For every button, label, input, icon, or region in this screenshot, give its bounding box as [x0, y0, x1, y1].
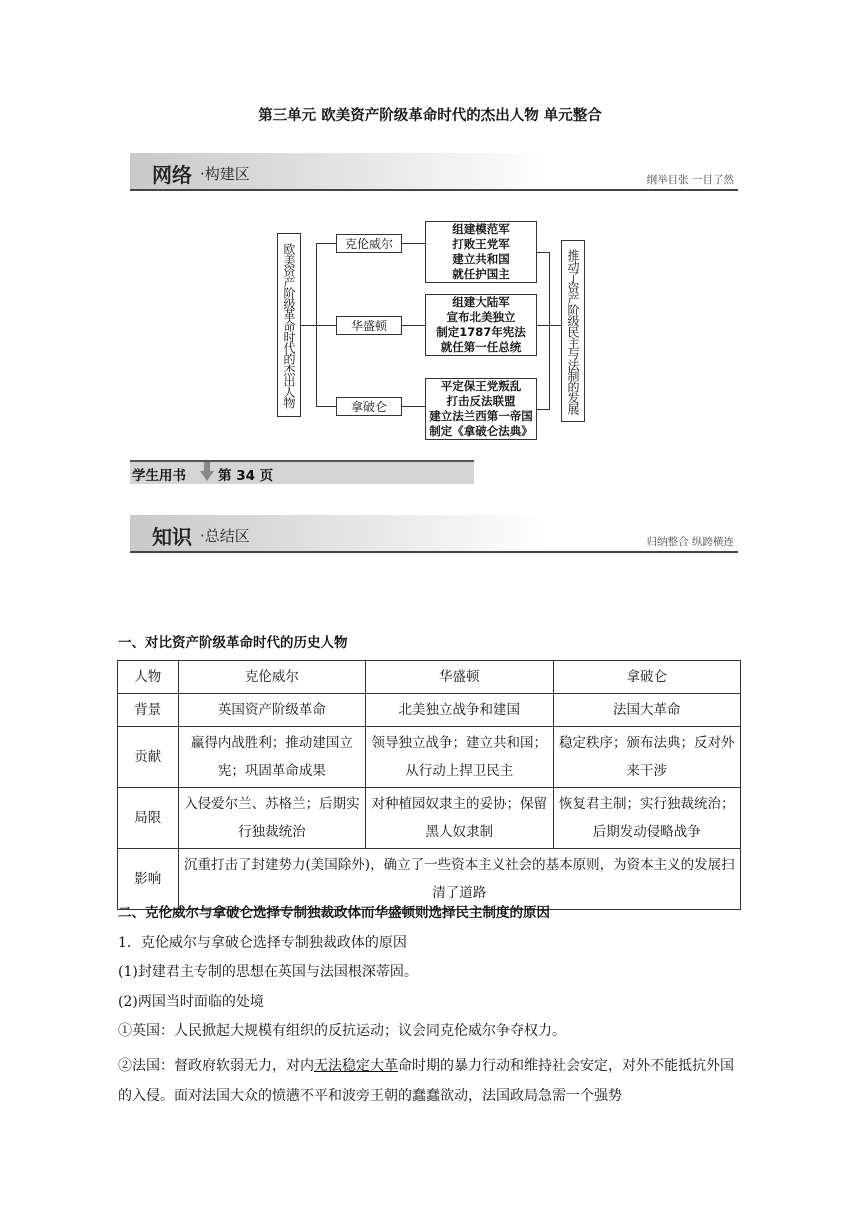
table-cell: 拿破仑 [553, 661, 740, 694]
deeds-box [425, 378, 537, 440]
table-header-row [118, 661, 741, 694]
person-box: 拿破仑 [336, 397, 402, 416]
band-title: 网络 [152, 163, 192, 187]
deed-line: 组建模范军 [452, 222, 510, 236]
table-cell: 法国大革命 [553, 694, 740, 727]
band-motto: 归纳整合 纵跨横连 [646, 536, 734, 548]
deed-line: 打败王党军 [452, 237, 510, 251]
row-label: 背景 [118, 694, 179, 727]
table-cell: 赢得内战胜利；推动建国立宪；巩固革命成果 [178, 727, 365, 788]
sub-heading: 1．克伦威尔与拿破仑选择专制独裁政体的原因 [118, 935, 407, 951]
student-book-bar [130, 460, 474, 484]
table-row [118, 849, 741, 910]
person-box: 克伦威尔 [336, 234, 402, 253]
row-label: 局限 [118, 788, 179, 849]
deed-line: 就任护国主 [452, 267, 510, 281]
deed-line: 打击反法联盟 [446, 394, 516, 408]
band-subtitle: ·总结区 [200, 527, 250, 545]
table-cell: 华盛顿 [366, 661, 553, 694]
band-title: 知识 [152, 525, 192, 549]
deed-line: 组建大陆军 [452, 295, 510, 309]
deed-line: 就任第一任总统 [440, 340, 522, 354]
diagram-right-label: 推动了资产阶级民主与法制的发展 [561, 240, 585, 422]
table-cell: 对种植园奴隶主的妥协；保留黑人奴隶制 [366, 788, 553, 849]
table-row [118, 788, 741, 849]
paragraph: (2)两国当时面临的处境 [118, 994, 264, 1010]
table-cell: 北美独立战争和建国 [366, 694, 553, 727]
table-cell: 人物 [118, 661, 179, 694]
table-cell: 领导独立战争；建立共和国；从行动上捍卫民主 [366, 727, 553, 788]
person-box: 华盛顿 [336, 316, 402, 335]
deed-line: 制定《拿破仑法典》 [429, 424, 533, 438]
band-motto: 纲举目张 一目了然 [646, 174, 734, 186]
table-cell: 稳定秩序；颁布法典；反对外来干涉 [553, 727, 740, 788]
deed-line: 建立共和国 [452, 252, 510, 266]
deed-line: 宣布北美独立 [446, 310, 516, 324]
table-cell: 恢复君主制；实行独裁统治；后期发动侵略战争 [553, 788, 740, 849]
section-heading: 一、对比资产阶级革命时代的历史人物 [118, 635, 348, 651]
paragraph: (1)封建君主专制的思想在英国与法国根深蒂固。 [118, 964, 418, 980]
table-cell: 英国资产阶级革命 [178, 694, 365, 727]
row-label: 影响 [118, 849, 179, 910]
student-book-label: 学生用书 [132, 468, 186, 484]
table-cell: 克伦威尔 [178, 661, 365, 694]
underlined-text: 无法稳定大革 [314, 1058, 398, 1074]
paragraph: ①英国：人民掀起大规模有组织的反抗运动；议会同克伦威尔争夺权力。 [118, 1023, 566, 1039]
concept-diagram [0, 0, 860, 450]
deed-line: 平定保王党叛乱 [440, 379, 522, 393]
table-cell: 入侵爱尔兰、苏格兰；后期实行独裁统治 [178, 788, 365, 849]
deeds-box [425, 294, 537, 356]
paragraph [118, 1051, 742, 1111]
page-title: 第三单元 欧美资产阶级革命时代的杰出人物 单元整合 [258, 108, 602, 124]
section-heading: 二、克伦威尔与拿破仑选择专制独裁政体而华盛顿则选择民主制度的原因 [118, 905, 550, 921]
table-row [118, 694, 741, 727]
summary-section-header [130, 515, 738, 553]
comparison-table [117, 660, 741, 910]
diagram-left-label: 欧美资产阶级革命时代的杰出人物 [277, 233, 301, 417]
page-reference: 第 34 页 [218, 468, 274, 484]
band-subtitle: ·构建区 [200, 165, 250, 183]
text-run: 命时期的暴力行动和维持社会安定，对外不能抵抗外国的入侵。面对法国大众的愤懑不平和波旁王朝的蠢蠢欲动，法国政局急需一个强势 [118, 1058, 734, 1104]
row-label: 贡献 [118, 727, 179, 788]
table-row [118, 727, 741, 788]
deeds-box [425, 221, 537, 283]
arrow-down-icon [200, 462, 214, 486]
deed-line: 建立法兰西第一帝国 [429, 409, 533, 423]
text-run: ②法国：督政府软弱无力，对内 [118, 1058, 314, 1074]
table-cell: 沉重打击了封建势力(美国除外)，确立了一些资本主义社会的基本原则，为资本主义的发展扫清了道路 [178, 849, 740, 910]
deed-line: 制定1787年宪法 [436, 325, 526, 339]
